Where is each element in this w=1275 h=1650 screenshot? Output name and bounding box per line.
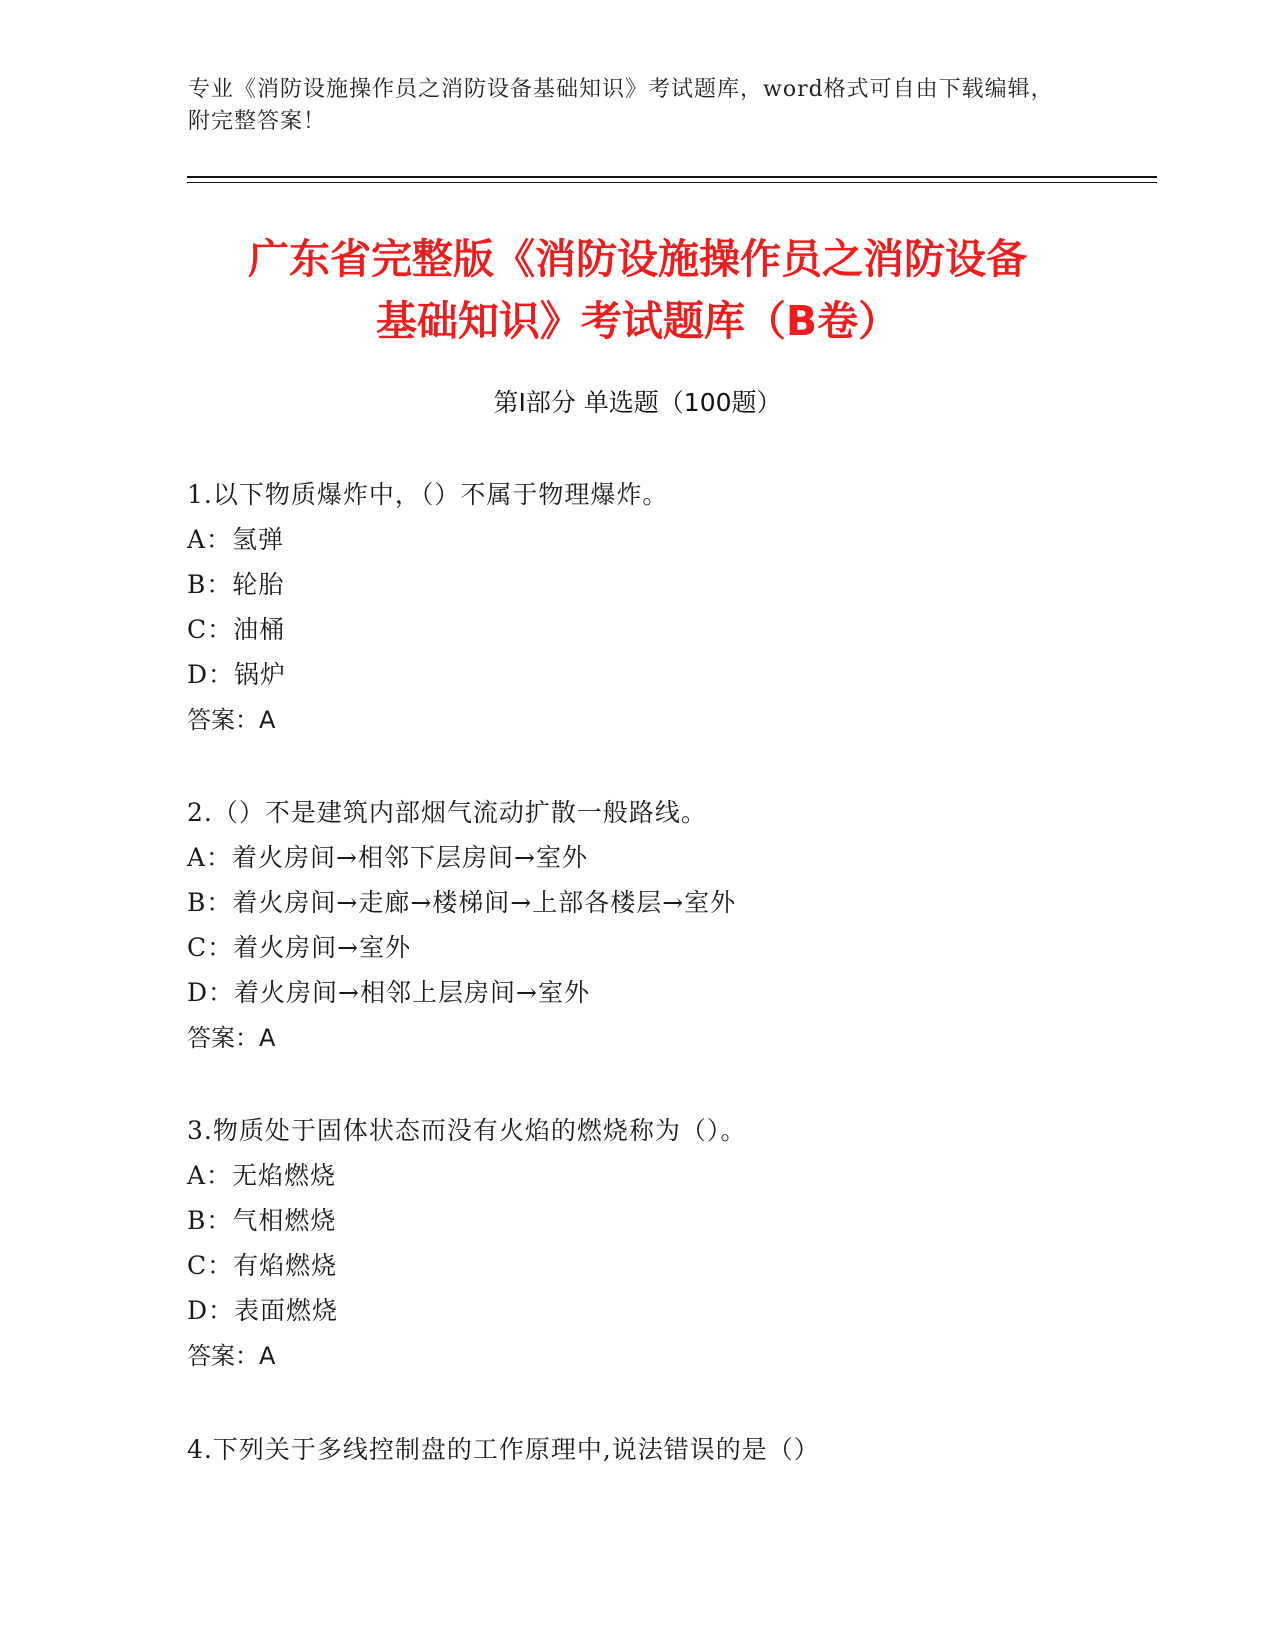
option-d: D：表面燃烧 (187, 1296, 339, 1325)
question-4 (187, 1433, 1087, 1478)
option-a: A：氢弹 (187, 525, 285, 554)
question-stem: 2.（）不是建筑内部烟气流动扩散一般路线。 (187, 798, 707, 827)
question-stem: 1.以下物质爆炸中，（）不属于物理爆炸。 (187, 480, 669, 509)
option-c: C：有焰燃烧 (187, 1251, 338, 1280)
question-stem: 4.下列关于多线控制盘的工作原理中,说法错误的是（） (187, 1435, 820, 1464)
answer: 答案：A (187, 1024, 276, 1052)
document-title (170, 228, 1105, 352)
option-c: C：着火房间→室外 (187, 933, 412, 962)
question-1 (187, 478, 1087, 748)
option-c: C：油桶 (187, 615, 286, 644)
option-a: A：着火房间→相邻下层房间→室外 (187, 843, 588, 872)
question-3 (187, 1114, 1087, 1384)
option-b: B：气相燃烧 (187, 1206, 337, 1235)
document-title-line-2: 基础知识》考试题库（B卷） (375, 297, 900, 345)
option-b: B：轮胎 (187, 570, 285, 599)
header-note: 专业《消防设施操作员之消防设备基础知识》考试题库，word格式可自由下载编辑，附完整答案！ (188, 77, 1054, 134)
option-a: A：无焰燃烧 (187, 1161, 337, 1190)
answer: 答案：A (187, 706, 276, 734)
option-b: B：着火房间→走廊→楼梯间→上部各楼层→室外 (187, 888, 737, 917)
section-title: 第I部分 单选题（100题） (493, 388, 782, 417)
question-stem: 3.物质处于固体状态而没有火焰的燃烧称为（）。 (187, 1116, 747, 1145)
header-divider-thin (187, 182, 1157, 183)
answer: 答案：A (187, 1342, 276, 1370)
option-d: D：着火房间→相邻上层房间→室外 (187, 978, 590, 1007)
option-d: D：锅炉 (187, 660, 287, 689)
header-divider-thick (187, 176, 1157, 178)
question-2 (187, 796, 1087, 1066)
document-title-line-1: 广东省完整版《消防设施操作员之消防设备 (248, 235, 1027, 283)
